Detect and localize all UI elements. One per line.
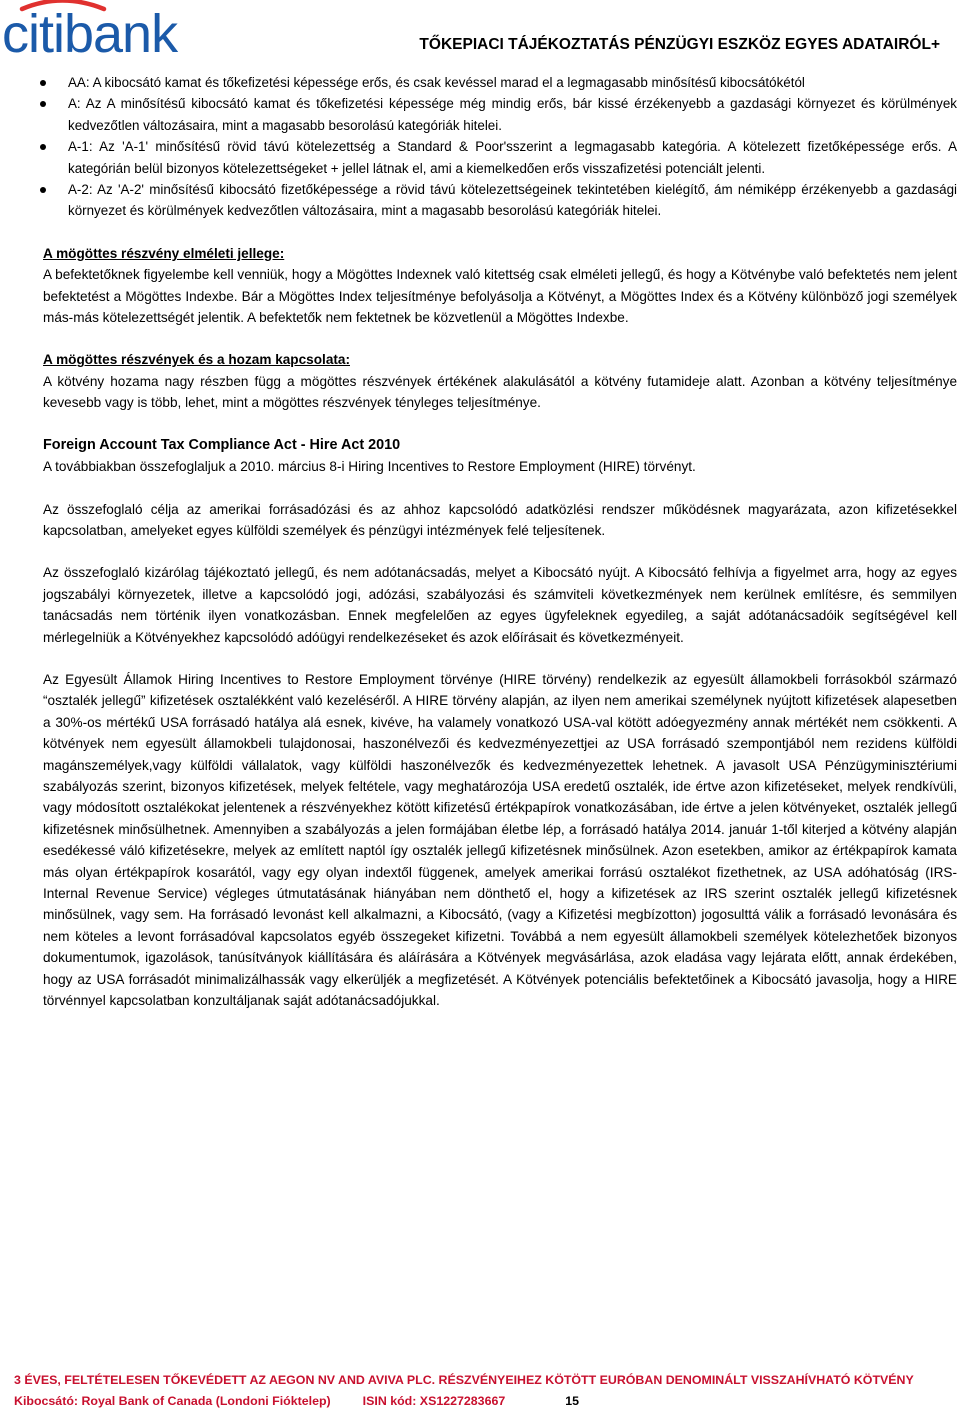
svg-text:citibank: citibank [2,4,178,58]
section-text-theoretical-nature: A befektetőknek figyelembe kell venniük, hogy a Mögöttes Indexnek való kitettség csak elméleti jellegű, és hogy a Kötvénybe való befektetés nem jelent befektetést a Mögöttes Indexbe. Bár a Mögöttes Index teljesítménye befolyásolja a Kötvényt, a Mögöttes Index és a Kötvény különböző jogi személyek más-más kötelezettségét jelentik. A befektetők nem fektetnek be közvetlenül a Mögöttes Indexbe. [43,267,957,326]
paragraph-hire-act: Az Egyesült Államok Hiring Incentives to Restore Employment törvénye (HIRE törvény) rendelkezik az egyesült államokbeli forrásokból származó “osztalék jellegű” kifizetések osztalékként való kezeléséről. A HIRE törvény alapján, az ilyen nem amerikai személynek nyújtott kifizetések alapesetben a 30%-os mértékű USA forrásadó hatálya alá esnek, kivéve, ha valamely vonatkozó USA-val kötött adóegyezmény annak mértékét nem csökkenti. A kötvények nem egyesült államokbeli tulajdonosai, haszonélvezői és kedvezményezettjei az USA forrásadó szempontjából nem rezidens külföldi magánszemélyek,vagy külföldi vállalatok, vagy külföldi haszonélvezők és kedvezményezettek lehetnek. A javasolt USA Pénzügyminisztériumi szabályozás szerint, bizonyos kifizetések, melyek feltétele, vagy meghatározója USA eredetű osztalék, ide értve azon kifizetéseket, melyek rendkívüli, vagy módosított osztalékokat jelentenek a részvényekhez kötött kifizetésű értékpapírok vonatkozásában, ide értve a jelen kötvényeket, osztalék jellegű kifizetésnek minősülhetnek. Amennyiben a szabályozás a jelen formájában életbe lép, a forrásadó hatálya 2014. január 1-től kiterjed a kötvény alapján esedékessé váló kifizetésekre, melyek az említett naptól így osztalék jellegű kifizetésnek minősülnek. Azon esetekben, amikor az értékpapírok kamata más olyan értékpapírok kosarától, vagy egy olyan indextől függenek, amelyek amerikai forrású osztalékot fizethetnek, az USA adóhatóság (IRS- Internal Revenue Service) végleges útmutatásának hiányában nem dönthető el, hogy a kifizetések az IRS szerint osztalék jellegű kifizetésnek minősülnek, vagy sem. Ha forrásadó levonást kell alkalmazni, a Kibocsátó, (vagy a Kifizetési megbízotton) jogosulttá válik a forrásadó levonására és nem köteles a levont forrásadóval kapcsolatos egyéb összegeket kifizetni. Továbbá a nem egyesült államokbeli személyek kötelezhetőek bizonyos dokumentumok, igazolások, tanúsítványok kiállítására és aláírására a Kötvények megvásárlása, azok eladása vagy lejárata előtt, annak érdekében, hogy az USA forrásadót minimalizálhassák vagy elkerüljék a megfizetését. A Kötvények potenciális befektetőinek a Kibocsátó javasolja, hogy a HIRE törvénnyel kapcsolatban konzultáljanak saját adótanácsadójukkal. [43,671,957,1009]
rating-item-aa: AA: A kibocsátó kamat és tőkefizetési képessége erős, és csak kevéssel marad el a legmagasabb minősítésű kibocsátókétól [43,72,957,93]
rating-item-a: A: Az A minősítésű kibocsátó kamat és tőkefizetési képessége még mindig erős, bár kissé érzékenyebb a gazdasági környezet és körülmények kedvezőtlen változásaira, mint a magasabb besorolású kategóriák hitelei. [43,93,957,136]
section-heading-theoretical-nature: A mögöttes részvény elméleti jellege: [43,245,285,261]
header-title: TŐKEPIACI TÁJÉKOZTATÁS PÉNZÜGYI ESZKÖZ EGYES ADATAIRÓL+ [419,36,940,53]
section-text-yield-relation: A kötvény hozama nagy részben függ a mögöttes részvények értékének alakulásától a kötvény futamideje alatt. Azonban a kötvény teljesítménye kevesebb vagy is több, lehet, mint a mögöttes részvények tényleges teljesítménye. [43,373,957,411]
footer-issuer: Kibocsátó: Royal Bank of Canada (Londoni Fióktelep) [14,1394,331,1408]
page-number: 15 [565,1394,580,1408]
section-text-fatca-intro: A továbbiakban összefoglaljuk a 2010. március 8-i Hiring Incentives to Restore Employment (HIRE) törvényt. [43,459,696,475]
section-heading-yield-relation: A mögöttes részvények és a hozam kapcsolata: [43,352,350,368]
citibank-logo [0,0,230,58]
footer-issuer-row [14,1391,954,1412]
paragraph-fatca-purpose: Az összefoglaló célja az amerikai forrásadózási és az ahhoz kapcsolódó adatközlési rendszer működésnek magyarázata, azon kifizetésekkel kapcsolatban, amelyeket egyes külföldi személyek és pénzügyi intézmények felé teljesítenek. [43,501,957,538]
rating-item-a2: A-2: Az 'A-2' minősítésű kibocsátó fizetőképessége a rövid távú kötelezettségeinek tekintetében kielégítő, ám némiképp érzékenyebb a gazdasági környezet és körülmények kedvezőtlen változásaira, mint a magasabb besorolású kategóriák hitelei. [43,179,957,222]
document-body [43,72,957,1011]
page-header [0,0,960,60]
section-heading-fatca: Foreign Account Tax Compliance Act - Hire Act 2010 [43,436,401,453]
page-footer [14,1370,954,1412]
paragraph-fatca-disclaimer: Az összefoglaló kizárólag tájékoztató jellegű, és nem adótanácsadás, melyet a Kibocsátó nyújt. A Kibocsátó felhívja a figyelmet arra, hogy az egyes jogszabályi környezetek, illetve a kapcsolódó jogi, adózási, szabályozási és számviteli következmények nem kerülnek említésre, és semmilyen tanácsadás nem történik ilyen vonatkozásban. Ennek megfelelően az egyes ügyfeleknek egyedileg, a saját adótanácsadóik segítségével kell mérlegelniük a Kötvényekhez kapcsolódó adóügyi rendelkezéseket és azok előírásait és következményeit. [43,565,957,645]
footer-isin: ISIN kód: XS1227283667 [362,1394,506,1408]
rating-definitions-list [43,72,957,222]
footer-product-title: 3 ÉVES, FELTÉTELESEN TŐKEVÉDETT AZ AEGON NV AND AVIVA PLC. RÉSZVÉNYEIHEZ KÖTÖTT EURÓBAN DENOMINÁLT VISSZAHÍVHATÓ KÖTVÉNY [14,1373,914,1387]
rating-item-a1: A-1: Az 'A-1' minősítésű rövid távú kötelezettség a Standard & Poor'sszerint a legmagasabb kategória. A kötelezett fizetőképessége erős. A kategórián belül bizonyos kötelezettségeket + jellel látnak el, ami a kiemelkedően erős visszafizetési potenciált jelenti. [43,136,957,179]
